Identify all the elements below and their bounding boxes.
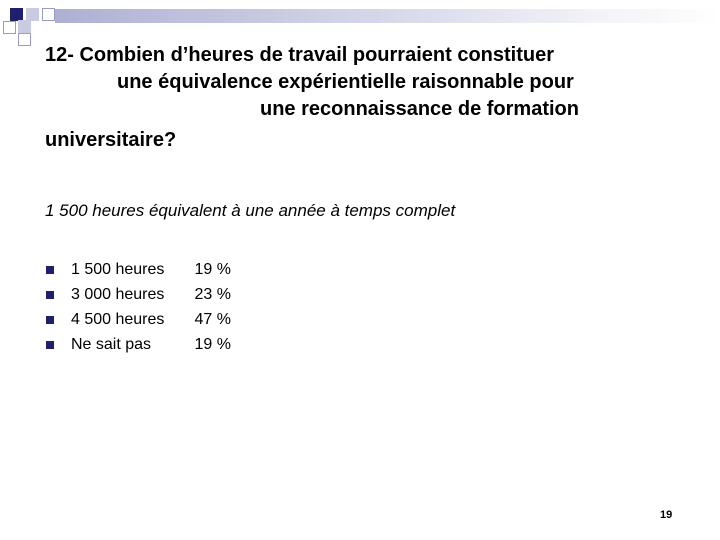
bullet-icon [46, 291, 54, 299]
item-value: 23 % [194, 285, 231, 303]
title-line: une équivalence expérientielle raisonnable pour [117, 71, 574, 93]
header-band [55, 9, 720, 23]
item-label: 4 500 heures [71, 310, 165, 328]
item-label: 3 000 heures [71, 285, 165, 303]
list-item [46, 282, 231, 307]
page-number: 19 [660, 509, 673, 521]
item-label: Ne sait pas [71, 335, 152, 353]
result-list [46, 257, 231, 357]
item-value: 19 % [194, 260, 231, 278]
title-line: une reconnaissance de formation [260, 98, 579, 120]
item-value: 47 % [194, 310, 231, 328]
bullet-icon [46, 341, 54, 349]
bullet-icon [46, 316, 54, 324]
list-item [46, 257, 231, 282]
decor-square [18, 20, 31, 33]
decor-square [18, 33, 31, 46]
list-item [46, 307, 231, 332]
bullet-icon [46, 266, 54, 274]
slide-subtitle: 1 500 heures équivalent à une année à temps complet [45, 201, 456, 220]
item-label: 1 500 heures [71, 260, 165, 278]
title-line: 12- Combien d’heures de travail pourraient constituer [45, 44, 555, 66]
item-value: 19 % [194, 335, 231, 353]
decor-square [3, 21, 16, 34]
decor-square [42, 8, 55, 21]
title-line: universitaire? [45, 129, 177, 151]
slide-title [45, 42, 675, 154]
list-item [46, 332, 231, 357]
